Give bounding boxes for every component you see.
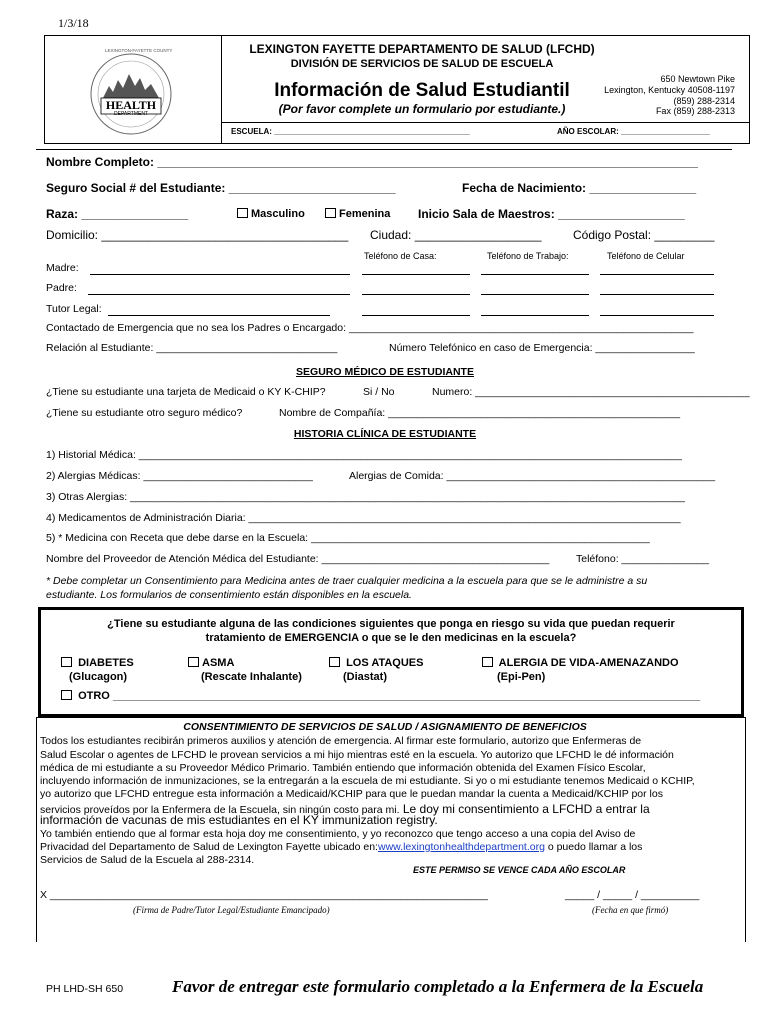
medicaid-numero-field[interactable]: Numero: _______________________________________________ (432, 386, 750, 398)
insurance-heading: SEGURO MÉDICO DE ESTUDIANTE (296, 366, 474, 378)
domicilio-field[interactable]: Domicilio: _____________________________________ (46, 228, 349, 242)
ciudad-field[interactable]: Ciudad: ___________________ (370, 228, 542, 242)
medicine-note-line1: * Debe completar un Consentimiento para Medicina antes de traer cualquier medicina a la escuela para que se le administre a su (46, 575, 648, 587)
otro-seguro-question: ¿Tiene su estudiante otro seguro médico? (46, 407, 243, 419)
asma-label: ASMA (202, 657, 235, 669)
masculino-option[interactable] (237, 208, 305, 220)
col-telefono-trabajo: Teléfono de Trabajo: (487, 251, 569, 261)
logo-ring-text: LEXINGTON-FAYETTE COUNTY (105, 48, 173, 53)
madre-celular-line[interactable] (600, 274, 714, 275)
femenina-label: Femenina (339, 208, 391, 220)
ataques-checkbox[interactable] (329, 657, 340, 667)
history-heading: HISTORIA CLÍNICA DE ESTUDIANTE (293, 428, 477, 440)
consent-line9 (40, 841, 642, 853)
padre-trabajo-line[interactable] (481, 294, 589, 295)
madre-trabajo-line[interactable] (481, 274, 589, 275)
logo-subtext: DEPARTMENT (114, 111, 148, 117)
emergency-question-line1: ¿Tiene su estudiante alguna de las condiciones siguientes que ponga en riesgo su vida que puedan requerir (107, 618, 675, 630)
padre-casa-line[interactable] (362, 294, 470, 295)
header-box (44, 35, 750, 144)
consent-line9-part2: o puedo llamar a los (544, 841, 643, 853)
alergias-medicas-field[interactable]: 2) Alergias Médicas: _____________________________ (46, 470, 313, 482)
compania-field[interactable]: Nombre de Compañía: __________________________________________________ (279, 407, 681, 419)
tutor-trabajo-line[interactable] (481, 315, 589, 316)
femenina-option[interactable] (325, 208, 390, 220)
consent-line3: médica de mi estudiante a su Proveedor Médico Primario. También entiendo que información obtenida del Examen Físico Escolar, (40, 762, 646, 774)
consent-line4: incluyendo información de inmunizaciones, se la entregarán a la escuela de mi estudiante. Si yo o mi estudiante tenemos Medicaid o KCHIP, (40, 775, 695, 787)
medicamentos-field[interactable]: 4) Medicamentos de Administración Diaria: __________________________________________________________________________ (46, 512, 681, 524)
consent-line8: Yo también entiendo que al formar esta hoja doy me consentimiento, y yo reconozco que tengo acceso a una copia del Aviso de (40, 828, 636, 840)
diabetes-option[interactable] (61, 657, 134, 669)
logo-cell (45, 36, 222, 143)
tutor-celular-line[interactable] (600, 315, 714, 316)
raza-field[interactable]: Raza: ________________ (46, 207, 189, 221)
asma-checkbox[interactable] (188, 657, 199, 667)
ataques-sublabel: (Diastat) (343, 671, 388, 683)
org-name: LEXINGTON FAYETTE DEPARTAMENTO DE SALUD (LFCHD) (249, 42, 595, 56)
alergia-label: ALERGIA DE VIDA-AMENAZANDO (498, 657, 679, 669)
masculino-checkbox[interactable] (237, 208, 248, 218)
tutor-name-line[interactable] (108, 315, 330, 316)
form-subtitle: (Por favor complete un formulario por estudiante.) (278, 102, 566, 116)
ataques-option[interactable] (329, 657, 423, 669)
division-name: DIVISIÓN DE SERVICIOS DE SALUD DE ESCUELA (290, 58, 554, 70)
diabetes-checkbox[interactable] (61, 657, 72, 667)
alergias-comida-field[interactable]: Alergias de Comida: ______________________________________________ (349, 470, 716, 482)
proveedor-telefono-field[interactable]: Teléfono: _______________ (576, 553, 710, 565)
permiso-notice: ESTE PERMISO SE VENCE CADA AÑO ESCOLAR (413, 865, 626, 875)
col-telefono-celular: Teléfono de Celular (607, 251, 685, 261)
consent-line6-part1: servicios proveídos por la Enfermera de la Escuela, sin ningún costo para mi. (40, 804, 400, 816)
fecha-nacimiento-field[interactable]: Fecha de Nacimiento: ________________ (462, 181, 697, 195)
asma-option[interactable] (188, 657, 234, 669)
col-telefono-casa: Teléfono de Casa: (364, 251, 437, 261)
inicio-sala-field[interactable]: Inicio Sala de Maestros: ___________________ (418, 207, 685, 221)
codigo-postal-field[interactable]: Código Postal: _________ (573, 228, 715, 242)
tutor-casa-line[interactable] (362, 315, 470, 316)
consent-line10: Servicios de Salud de la Escuela al 288-2314. (40, 854, 255, 866)
madre-label: Madre: (46, 262, 79, 274)
emergencia-field[interactable]: Contactado de Emergencia que no sea los Padres o Encargado: ___________________________________________________________ (46, 322, 694, 334)
padre-celular-line[interactable] (600, 294, 714, 295)
emergency-question-line2: tratamiento de EMERGENCIA o que se le den medicinas en la escuela? (205, 632, 577, 644)
logo-text: HEALTH (105, 98, 157, 112)
relacion-field[interactable]: Relación al Estudiante: _______________________________ (46, 342, 338, 354)
emergency-box (38, 607, 744, 717)
consent-line2: Salud Escolar o agentes de LFCHD le provean servicios a mi hijo mientras esté en la escuela. Yo autorizo que LFCHD le dé información (40, 749, 674, 761)
diabetes-sublabel: (Glucagon) (69, 671, 128, 683)
footer-message: Favor de entregar este formulario completado a la Enfermera de la Escuela (172, 977, 704, 996)
consent-line6-part2: Le doy mi consentimiento a LFCHD a entrar la (399, 802, 650, 816)
madre-name-line[interactable] (90, 274, 350, 275)
form-title: Información de Salud Estudiantil (274, 80, 570, 101)
historial-medica-field[interactable]: 1) Historial Médica: _____________________________________________________________________________________________ (46, 449, 682, 461)
otro-field[interactable]: OTRO ________________________________________________________________________________________________ (78, 690, 701, 702)
ano-escolar-field[interactable]: AÑO ESCOLAR: ____________________ (557, 127, 710, 136)
medicaid-question: ¿Tiene su estudiante una tarjeta de Medicaid o KY K-CHIP? (46, 386, 326, 398)
nombre-field[interactable]: Nombre Completo: _________________________________________________________________________________ (46, 155, 698, 169)
escuela-field[interactable]: ESCUELA: ____________________________________________ (231, 127, 470, 136)
otras-alergias-field[interactable]: 3) Otras Alergias: _______________________________________________________________________________________________ (46, 491, 685, 503)
femenina-checkbox[interactable] (325, 208, 336, 218)
otro-option[interactable] (61, 690, 700, 702)
signature-date-field[interactable]: _____ / _____ / __________ (565, 889, 700, 901)
consent-line7: información de vacunas de mis estudiantes en el KY immunization registry. (40, 813, 438, 827)
form-date: 1/3/18 (58, 16, 89, 30)
address-line1: 650 Newtown Pike (660, 74, 735, 84)
otro-checkbox[interactable] (61, 690, 72, 700)
tutor-label: Tutor Legal: (46, 303, 102, 315)
proveedor-field[interactable]: Nombre del Proveedor de Atención Médica del Estudiante: _______________________________________ (46, 553, 550, 565)
privacy-link[interactable]: www.lexingtonhealthdepartment.org (377, 841, 545, 853)
medicine-note-line2: estudiante. Los formularios de consentimiento están disponibles en la escuela. (46, 589, 412, 601)
numero-emergencia-field[interactable]: Número Telefónico en caso de Emergencia: _________________ (389, 342, 695, 354)
madre-casa-line[interactable] (362, 274, 470, 275)
phone-number: (859) 288-2314 (673, 96, 735, 106)
asma-sublabel: (Rescate Inhalante) (201, 671, 302, 683)
address-line2: Lexington, Kentucky 40508-1197 (604, 85, 735, 95)
fax-number: Fax (859) 288-2313 (655, 106, 735, 116)
ssn-field[interactable]: Seguro Social # del Estudiante: _________________________ (46, 181, 396, 195)
signature-field[interactable]: X ___________________________________________________________________________ (40, 889, 488, 901)
consent-line5: yo autorizo que LFCHD entregue esta información a Medicaid/KCHIP para que le puedan mandar la cuenta a Medicaid/KCHIP por los (40, 788, 663, 800)
ataques-label: LOS ATAQUES (346, 657, 424, 669)
alergia-sublabel: (Epi-Pen) (497, 671, 546, 683)
padre-label: Padre: (46, 282, 77, 294)
medicina-receta-field[interactable]: 5) * Medicina con Receta que debe darse en la Escuela: __________________________________________________________ (46, 532, 650, 544)
diabetes-label: DIABETES (78, 657, 134, 669)
consent-heading: CONSENTIMIENTO DE SERVICIOS DE SALUD / ASIGNAMIENTO DE BENEFICIOS (183, 721, 587, 733)
signature-label: (Firma de Padre/Tutor Legal/Estudiante Emancipado) (133, 905, 330, 915)
padre-name-line[interactable] (88, 294, 350, 295)
alergia-option[interactable] (482, 657, 679, 669)
form-code: PH LHD-SH 650 (46, 983, 124, 995)
consent-line1: Todos los estudiantes recibirán primeros auxilios y atención de emergencia. Al firmar este formulario, autorizo que Enfermeras de (40, 735, 642, 747)
consent-line9-part1: Privacidad del Departamento de Salud de Lexington Fayette ubicado en: (40, 841, 378, 853)
date-label: (Fecha en que firmó) (592, 905, 669, 915)
masculino-label: Masculino (251, 208, 305, 220)
medicaid-si-no[interactable]: Si / No (363, 386, 395, 398)
alergia-checkbox[interactable] (482, 657, 493, 667)
